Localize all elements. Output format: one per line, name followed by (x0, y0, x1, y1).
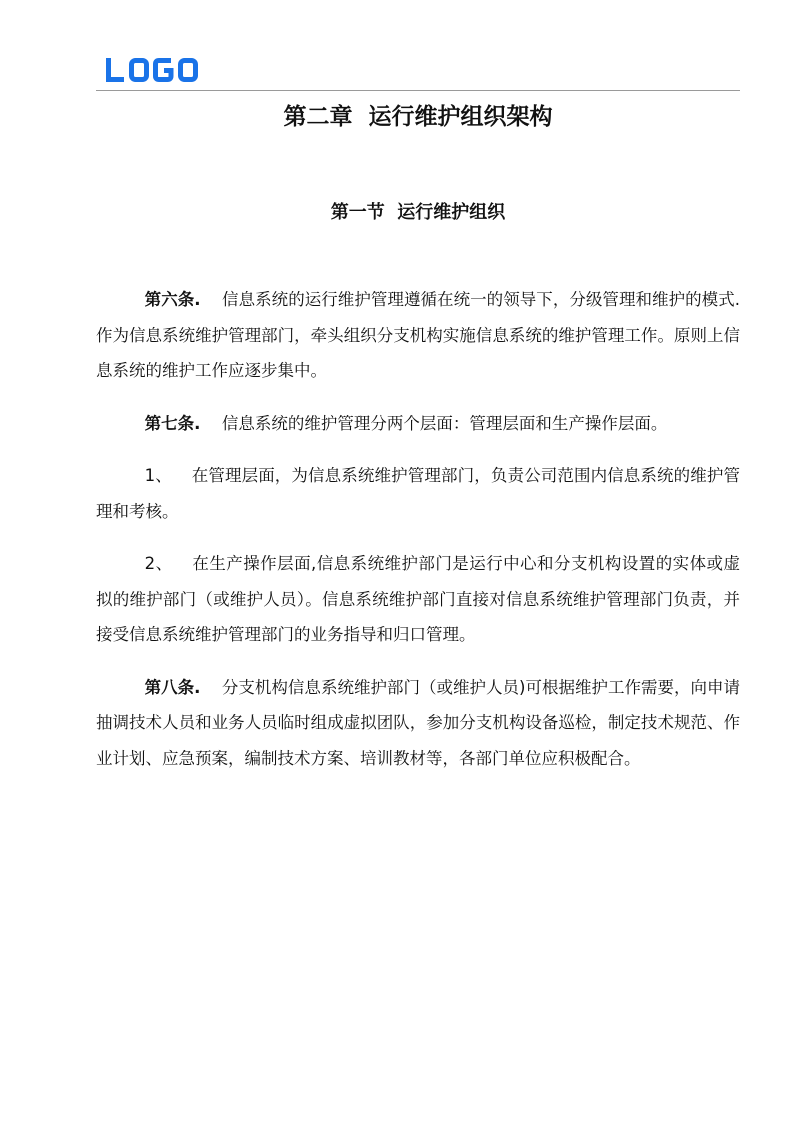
article-6 (96, 282, 740, 389)
article-label: 第八条. (144, 677, 201, 697)
list-item-2 (96, 546, 740, 653)
article-text: 信息系统的运行维护管理遵循在统一的领导下，分级管理和维护的模式.作为信息系统维护管理部门，牵头组织分支机构实施信息系统的维护管理工作。原则上信息系统的维护工作应逐步集中。 (96, 290, 740, 380)
list-item-1 (96, 458, 740, 529)
article-7 (96, 406, 740, 442)
header-divider (96, 90, 740, 91)
document-body (96, 282, 740, 793)
article-label: 第七条. (144, 413, 201, 433)
list-item-text: 在管理层面，为信息系统维护管理部门，负责公司范围内信息系统的维护管理和考核。 (96, 466, 741, 521)
company-logo (104, 56, 202, 84)
section-title: 第一节 运行维护组织 (330, 202, 506, 223)
article-text: 信息系统的维护管理分两个层面：管理层面和生产操作层面。 (221, 413, 668, 433)
article-label: 第六条. (144, 290, 201, 309)
chapter-title: 第二章 运行维护组织架构 (283, 104, 553, 130)
article-8 (96, 670, 740, 777)
list-item-text: 在生产操作层面,信息系统维护部门是运行中心和分支机构设置的实体或虚拟的维护部门（或维护人员）。信息系统维护部门直接对信息系统维护管理部门负责，并接受信息系统维护管理部门的业务指导和归口管理。 (96, 554, 741, 644)
article-text: 分支机构信息系统维护部门（或维护人员)可根据维护工作需要，向申请抽调技术人员和业务人员临时组成虚拟团队，参加分支机构设备巡检，制定技术规范、作业计划、应急预案，编制技术方案、培训教材等，各部门单位应积极配合。 (96, 677, 741, 768)
list-item-number: 1、 (144, 466, 172, 485)
list-item-number: 2、 (144, 554, 173, 573)
logo-mark (104, 56, 202, 84)
